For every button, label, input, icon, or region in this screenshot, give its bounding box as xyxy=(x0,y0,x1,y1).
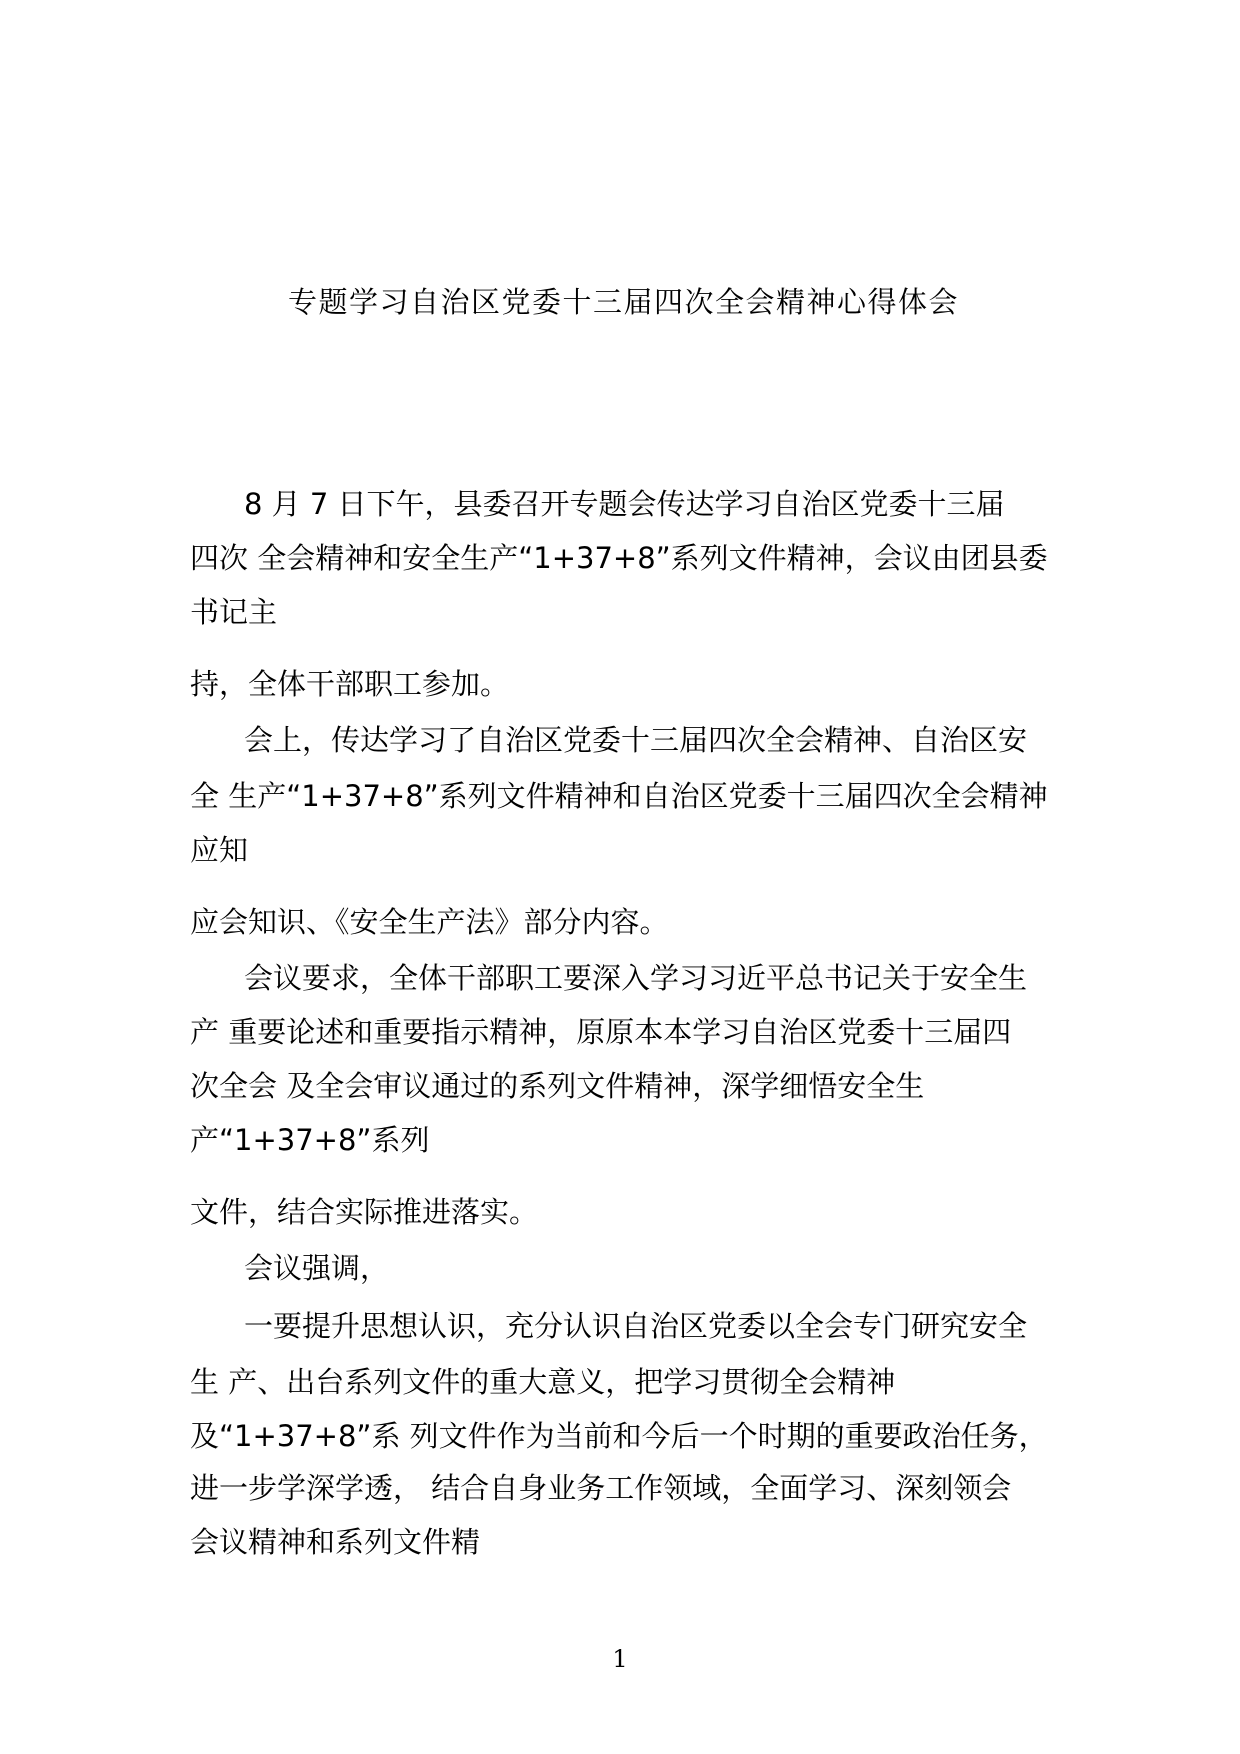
body-line: 及“1+37+8”系 列文件作为当前和今后一个时期的重要政治任务， xyxy=(190,1419,1048,1453)
body-line: 应知 xyxy=(190,833,249,867)
body-line: 8 月 7 日下午，县委召开专题会传达学习自治区党委十三届 xyxy=(244,487,1005,521)
body-line: 产“1+37+8”系列 xyxy=(190,1123,430,1157)
body-line: 文件，结合实际推进落实。 xyxy=(190,1195,539,1229)
page-number: 1 xyxy=(612,1645,628,1673)
body-line: 进一步学深学透， 结合自身业务工作领域，全面学习、深刻领会 xyxy=(190,1471,1012,1505)
body-line: 应会知识、《安全生产法》部分内容。 xyxy=(190,905,669,939)
body-line: 会议强调， xyxy=(244,1251,390,1285)
body-line: 会上，传达学习了自治区党委十三届四次全会精神、自治区安 xyxy=(244,723,1028,757)
body-line: 持，全体干部职工参加。 xyxy=(190,667,510,701)
body-line: 书记主 xyxy=(190,595,278,629)
body-line: 生 产、出台系列文件的重大意义，把学习贯彻全会精神 xyxy=(190,1365,896,1399)
document-title: 专题学习自治区党委十三届四次全会精神心得体会 xyxy=(288,285,960,319)
body-line: 一要提升思想认识，充分认识自治区党委以全会专门研究安全 xyxy=(244,1309,1028,1343)
body-line: 四次 全会精神和安全生产“1+37+8”系列文件精神，会议由团县委 xyxy=(190,541,1048,575)
body-line: 全 生产“1+37+8”系列文件精神和自治区党委十三届四次全会精神 xyxy=(190,779,1048,813)
body-line: 会议精神和系列文件精 xyxy=(190,1525,481,1559)
body-line: 会议要求，全体干部职工要深入学习习近平总书记关于安全生 xyxy=(244,961,1028,995)
body-line: 次全会 及全会审议通过的系列文件精神，深学细悟安全生 xyxy=(190,1069,925,1103)
body-line: 产 重要论述和重要指示精神，原原本本学习自治区党委十三届四 xyxy=(190,1015,1012,1049)
